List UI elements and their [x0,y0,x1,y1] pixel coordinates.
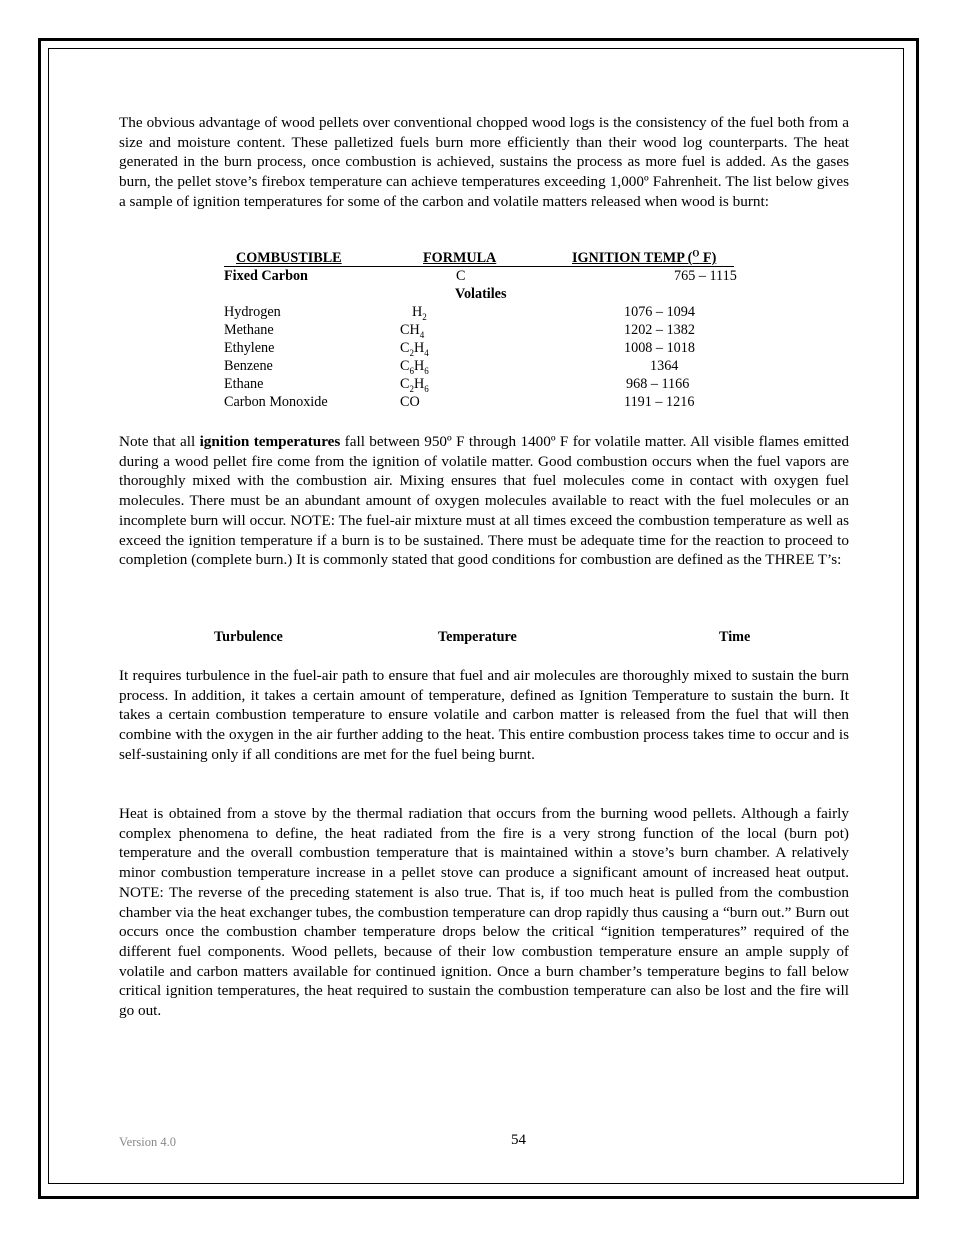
table-row [224,375,754,393]
fixed-carbon-temp: 765 – 1115 [674,268,737,284]
header-ignition-temp: IGNITION TEMP ($^O$ F) [572,248,717,266]
ignition-temp-value: 1364 [650,358,679,374]
three-t-time: Time [719,629,751,645]
ignition-temperatures-bold: ignition temperatures [199,433,341,450]
ignition-temp-value: 1202 – 1382 [624,322,695,338]
fixed-carbon-name: Fixed Carbon [224,268,308,284]
header-formula: FORMULA [423,250,497,266]
table-header-row [224,249,754,267]
ignition-temp-value: 968 – 1166 [626,376,690,392]
table-row [224,393,754,411]
header-combustible: COMBUSTIBLE [236,250,342,266]
paragraph-intro: The obvious advantage of wood pellets over conventional chopped wood logs is the consistency of the fuel both from a size and moisture content. These palletized fuels burn more efficiently than their wood log counterparts. The heat generated in the burn process, once combustion is achieved, sustains the process as more fuel is added. As the gases burn, the pellet stove’s firebox temperature can achieve temperatures exceeding 1,000º Fahrenheit. The list below gives a sample of ignition temperatures for some of the carbon and volatile matters released when wood is burnt: [119,114,849,210]
combustible-name: Ethylene [224,340,275,356]
table-row [224,339,754,357]
ignition-temp-value: 1008 – 1018 [624,340,695,356]
footer-page-number: 54 [511,1132,526,1148]
ignition-temp-value: 1191 – 1216 [624,394,695,410]
paragraph-heat-radiation: Heat is obtained from a stove by the thermal radiation that occurs from the burning wood pellets. Although a fairly complex phenomena to define, the heat radiated from the fire is a very strong function of the local (burn pot) temperature and the overall combustion temperature that is maintained within a stove’s burn chamber. A relatively minor combustion temperature increase in a pellet stove can produce a significant amount of increased heat output. NOTE: The reverse of the preceding statement is also true. That is, if too much heat is pulled from the combustion chamber via the heat exchanger tubes, the combustion temperature can drop rapidly thus causing a “burn out.” Burn out occurs once the combustion chamber temperature drops below the critical “ignition temperatures” required of the different fuel components. Wood pellets, because of their low combustion temperature ensure an ample supply of volatile and carbon matters available for continued ignition. Once a burn chamber’s temperature begins to fall below critical ignition temperatures, the heat required to sustain the combustion temperature can also be lost and the fire will go out. [119,805,849,1020]
combustible-name: Ethane [224,376,264,392]
combustible-name: Methane [224,322,274,338]
combustible-name: Carbon Monoxide [224,394,328,410]
footer-version: Version 4.0 [119,1135,176,1149]
three-t-turbulence: Turbulence [214,629,283,645]
paragraph-turbulence: It requires turbulence in the fuel-air path to ensure that fuel and air molecules are thoroughly mixed to sustain the burn process. In addition, it takes a certain amount of temperature, defined as Ignition Temperature to sustain the burn. It takes a certain combustion temperature to ensure volatile and carbon matter is released from the fuel that will then combine with the oxygen in the air further adding to the heat. This entire combustion process takes time to occur and is self-sustaining only if all conditions are met for the fuel being burnt. [119,667,849,763]
ignition-temp-value: 1076 – 1094 [624,304,695,320]
chemical-formula: CO [400,394,420,410]
paragraph-ignition-note: Note that all ignition temperatures fall between 950º F through 1400º F for volatile matter. All visible flames emitted during a wood pellet fire come from the ignition of volatile matter. Good combustion occurs when the fuel vapors are thoroughly mixed with the combustion air. Mixing ensures that fuel molecules come in contact with oxygen fuel molecules. There must be an abundant amount of oxygen molecules available to react with the fuel molecules or an incomplete burn will occur. NOTE: The fuel-air mixture must at all times exceed the combustion temperature as well as exceed the ignition temperature if a burn is to be sustained. There must be adequate time for the reaction to proceed to completion (complete burn.) It is commonly stated that good conditions for combustion are defined as the THREE T’s: [119,433,849,569]
chemical-formula: $CH_4$ [400,322,425,340]
chemical-formula: $C_2H_6$ [400,376,429,394]
table-row [224,303,754,321]
table-row [224,321,754,339]
fixed-carbon-formula: C [456,268,466,284]
combustible-name: Hydrogen [224,304,281,320]
chemical-formula: $C_2H_4$ [400,340,429,358]
table-row-fixed-carbon [224,267,754,285]
three-t-temperature: Temperature [438,629,517,645]
chemical-formula: $H_2$ [412,304,427,322]
table-header-underline [224,266,734,267]
ignition-table [224,249,754,411]
table-row-volatiles-label [224,285,754,303]
table-row [224,357,754,375]
chemical-formula: $C_6H_6$ [400,358,429,376]
volatiles-label: Volatiles [455,286,507,302]
combustible-name: Benzene [224,358,273,374]
